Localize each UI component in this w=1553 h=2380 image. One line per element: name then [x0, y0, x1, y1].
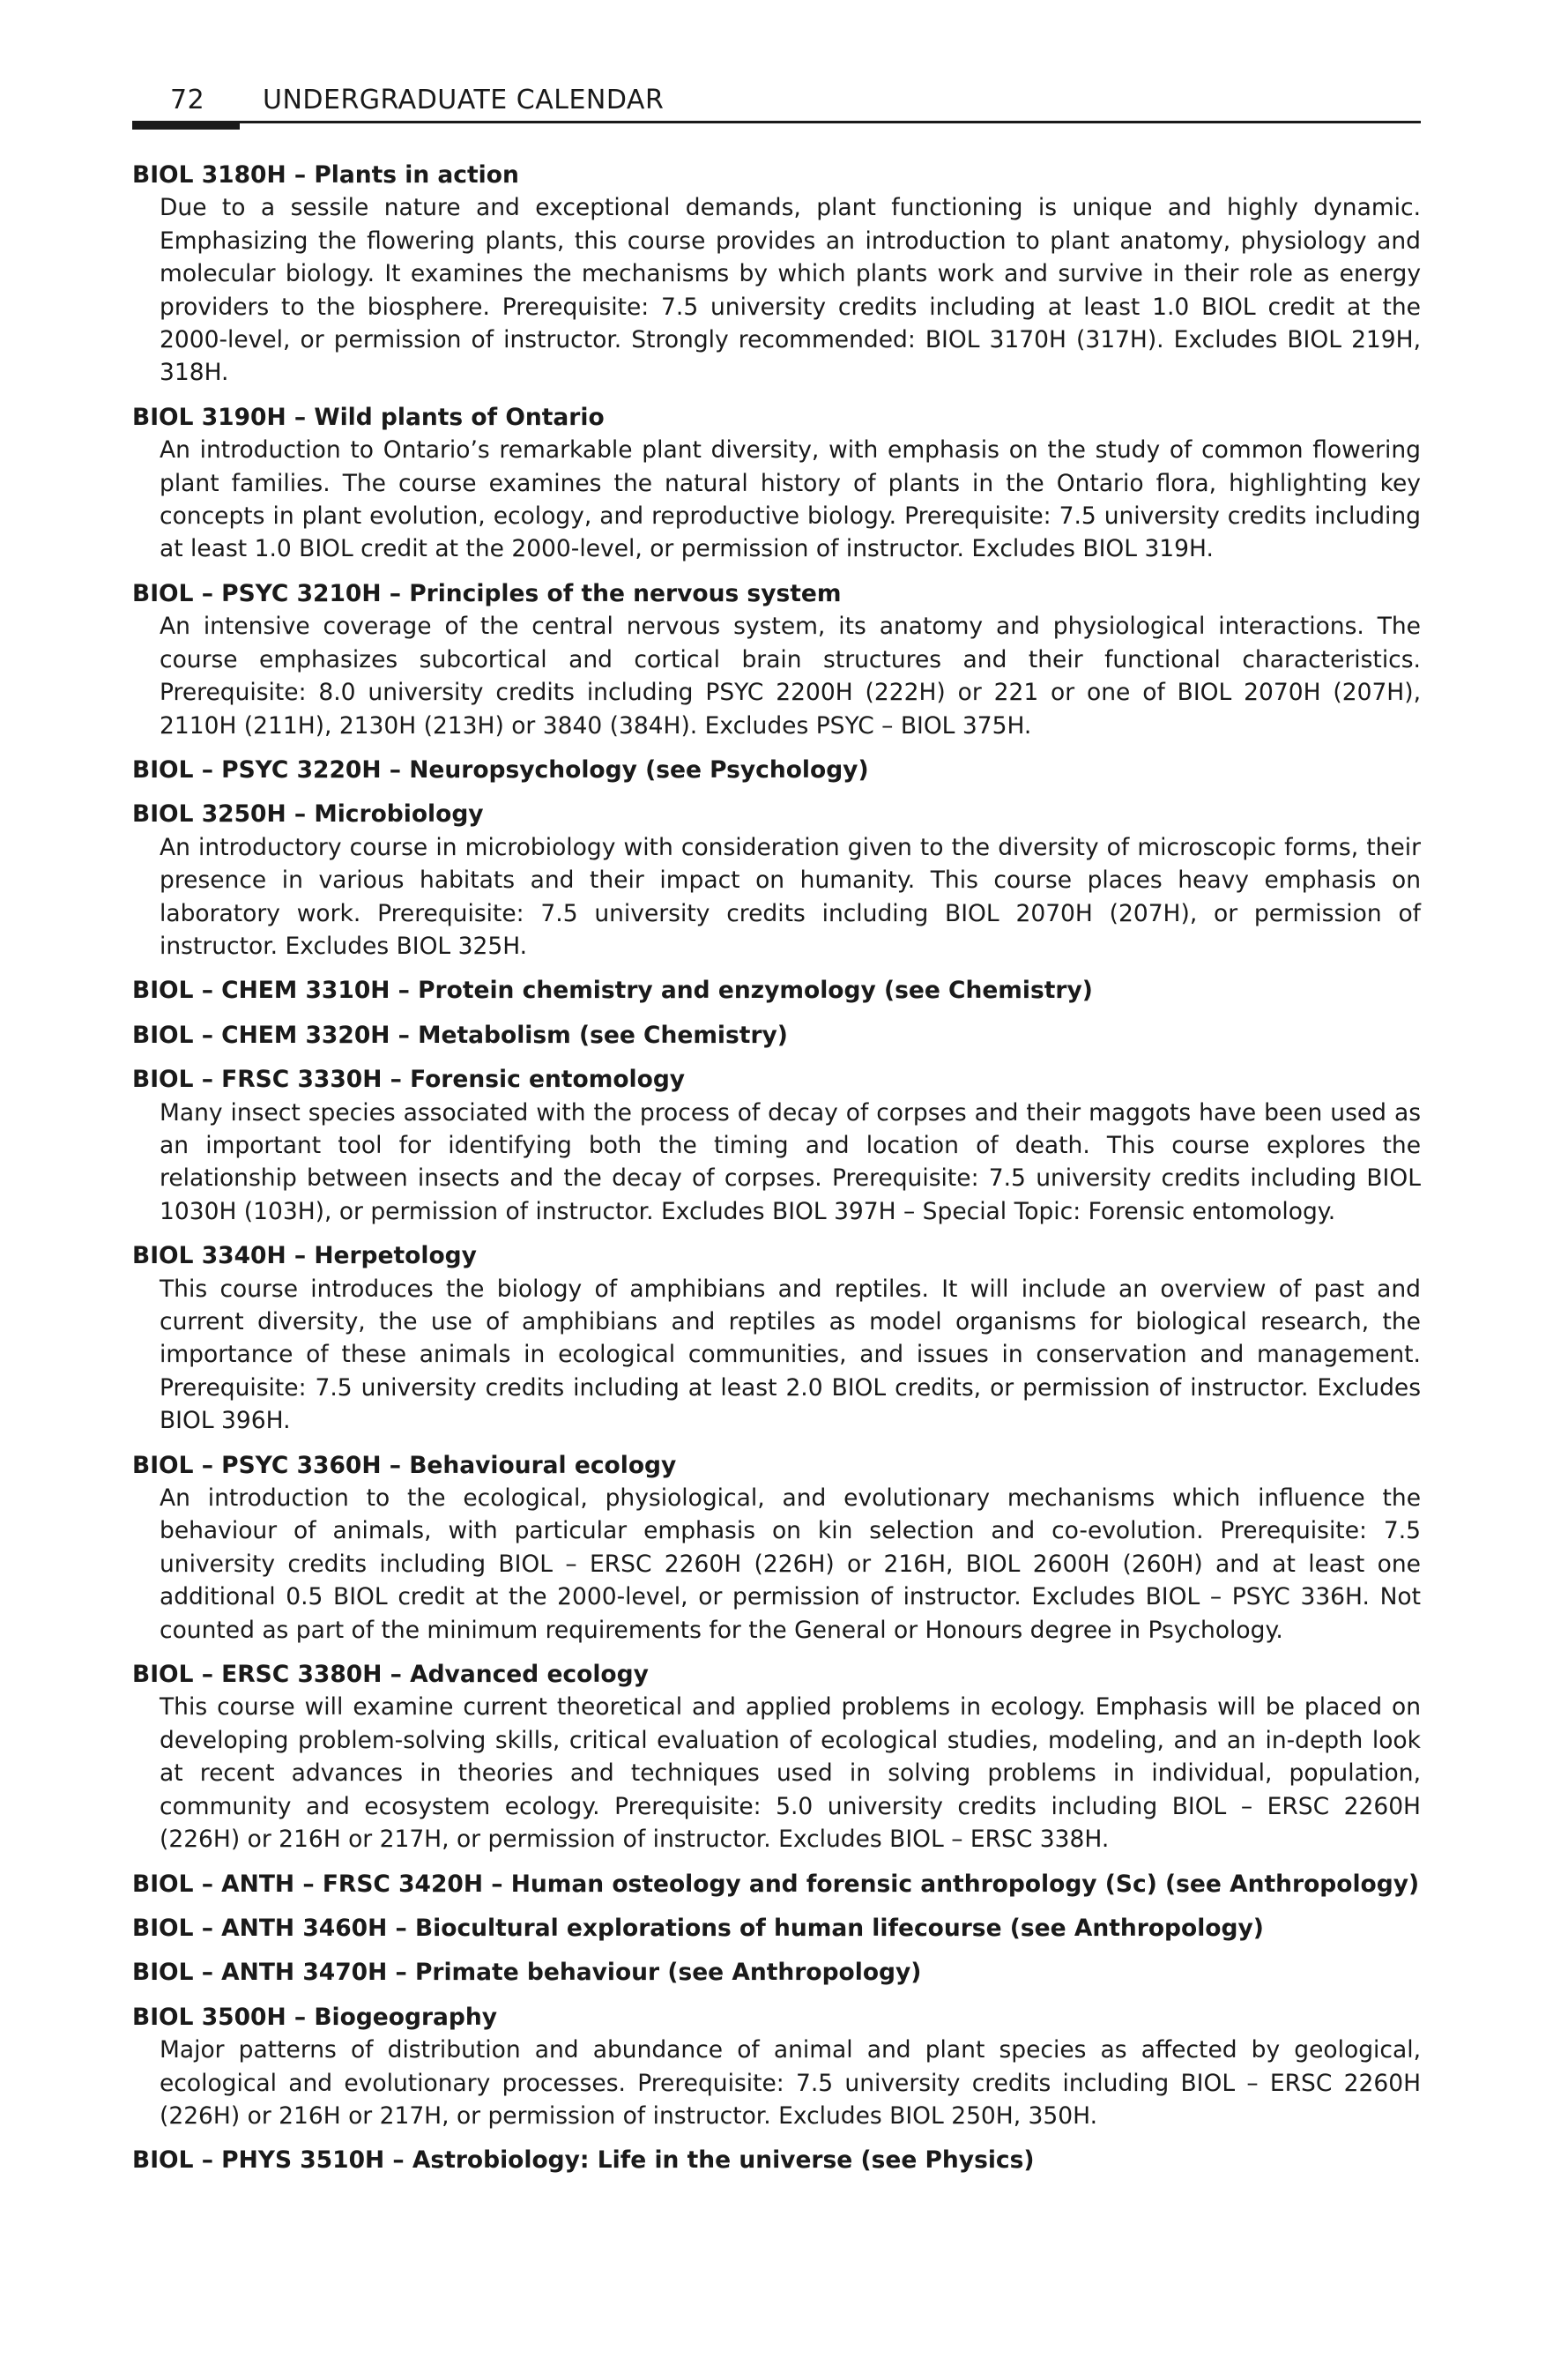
course-description: Many insect species associated with the process of decay of corpses and their maggots have been used as an important tool for identifying both the timing and location of death. This course explores the relationship between insects and the decay of corpses. Prerequisite: 7.5 university credits including BIOL 1030H (103H), or permission of instructor. Excludes BIOL 397H – Special Topic: Forensic entomology.	[160, 1098, 1421, 1225]
course-entry	[132, 1868, 1421, 1900]
course-entry	[132, 1658, 1421, 1856]
course-description: An introduction to the ecological, physiological, and evolutionary mechanisms which influence the behaviour of animals, with particular emphasis on kin selection and co-evolution. Prerequisite: 7.5 university credits including BIOL – ERSC 2260H (226H) or 216H, BIOL 2600H (260H) and at least one additional 0.5 BIOL credit at the 2000-level, or permission of instructor. Excludes BIOL – PSYC 336H. Not counted as part of the minimum requirements for the General or Honours degree in Psychology.	[160, 1484, 1421, 1644]
course-title: BIOL 3250H – Microbiology	[132, 800, 484, 829]
course-entry	[132, 1449, 1421, 1647]
course-entry	[132, 401, 1421, 566]
course-title: BIOL 3500H – Biogeography	[132, 2003, 497, 2031]
course-entry	[132, 754, 1421, 786]
course-description: An intensive coverage of the central nervous system, its anatomy and physiological interactions. The course emphasizes subcortical and cortical brain structures and their functional characteristics. Prerequisite: 8.0 university credits including PSYC 2200H (222H) or 221 or one of BIOL 2070H (207H), 2110H (211H), 2130H (213H) or 3840 (384H). Excludes PSYC – BIOL 375H.	[160, 613, 1421, 740]
header-rule	[132, 121, 1421, 123]
course-entry	[132, 1239, 1421, 1437]
course-entry	[132, 577, 1421, 742]
header-tab	[132, 121, 240, 130]
course-list	[132, 159, 1421, 2189]
course-entry	[132, 2001, 1421, 2133]
course-description: An introductory course in microbiology with consideration given to the diversity of microscopic forms, their presence in various habitats and their impact on humanity. This course places heavy emphasis on laboratory work. Prerequisite: 7.5 university credits including BIOL 2070H (207H), or permission of instructor. Excludes BIOL 325H.	[160, 833, 1421, 960]
course-title: BIOL – ANTH 3460H – Biocultural explorations of human lifecourse (see Anthropology)	[132, 1914, 1264, 1942]
course-description: Major patterns of distribution and abundance of animal and plant species as affected by geological, ecological and evolutionary processes. Prerequisite: 7.5 university credits including BIOL – ERSC 2260H (226H) or 216H or 217H, or permission of instructor. Excludes BIOL 250H, 350H.	[160, 2036, 1421, 2130]
course-entry	[132, 1956, 1421, 1989]
course-title: BIOL – FRSC 3330H – Forensic entomology	[132, 1066, 686, 1094]
course-description: This course introduces the biology of amphibians and reptiles. It will include an overview of past and current diversity, the use of amphibians and reptiles as model organisms for biological research, the importance of these animals in ecological communities, and issues in conservation and management. Prerequisite: 7.5 university credits including at least 2.0 BIOL credits, or permission of instructor. Excludes BIOL 396H.	[160, 1275, 1421, 1435]
course-title: BIOL – ANTH – FRSC 3420H – Human osteology and forensic anthropology (Sc) (see Anthropology)	[132, 1870, 1420, 1898]
course-title: BIOL 3190H – Wild plants of Ontario	[132, 403, 605, 431]
course-description: An introduction to Ontario’s remarkable plant diversity, with emphasis on the study of common flowering plant families. The course examines the natural history of plants in the Ontario flora, highlighting key concepts in plant evolution, ecology, and reproductive biology. Prerequisite: 7.5 university credits including at least 1.0 BIOL credit at the 2000-level, or permission of instructor. Excludes BIOL 319H.	[160, 436, 1421, 563]
course-title: BIOL – PSYC 3210H – Principles of the nervous system	[132, 579, 842, 607]
course-title: BIOL – PSYC 3220H – Neuropsychology (see Psychology)	[132, 755, 869, 784]
course-entry	[132, 2144, 1421, 2176]
course-description: Due to a sessile nature and exceptional demands, plant functioning is unique and highly dynamic. Emphasizing the flowering plants, this course provides an introduction to plant anatomy, physiology and molecular biology. It examines the mechanisms by which plants work and survive in their role as energy providers to the biosphere. Prerequisite: 7.5 university credits including at least 1.0 BIOL credit at the 2000-level, or permission of instructor. Strongly recommended: BIOL 3170H (317H). Excludes BIOL 219H, 318H.	[160, 194, 1421, 387]
course-title: BIOL – PSYC 3360H – Behavioural ecology	[132, 1451, 677, 1479]
course-entry	[132, 1063, 1421, 1228]
course-entry	[132, 974, 1421, 1007]
course-title: BIOL – ERSC 3380H – Advanced ecology	[132, 1661, 649, 1689]
course-description: This course will examine current theoretical and applied problems in ecology. Emphasis will be placed on developing problem-solving skills, critical evaluation of ecological studies, modeling, and an in-depth look at recent advances in theories and techniques used in solving problems in individual, population, community and ecosystem ecology. Prerequisite: 5.0 university credits including BIOL – ERSC 2260H (226H) or 216H or 217H, or permission of instructor. Excludes BIOL – ERSC 338H.	[160, 1693, 1421, 1854]
course-title: BIOL – PHYS 3510H – Astrobiology: Life in the universe (see Physics)	[132, 2146, 1035, 2175]
course-entry	[132, 1019, 1421, 1052]
course-title: BIOL – CHEM 3310H – Protein chemistry and enzymology (see Chemistry)	[132, 977, 1093, 1005]
course-entry	[132, 1912, 1421, 1945]
page-number: 72	[170, 85, 205, 115]
page-header	[132, 81, 1421, 127]
course-entry	[132, 159, 1421, 390]
course-entry	[132, 798, 1421, 963]
running-title: UNDERGRADUATE CALENDAR	[263, 85, 665, 115]
course-title: BIOL – CHEM 3320H – Metabolism (see Chemistry)	[132, 1021, 788, 1049]
course-title: BIOL – ANTH 3470H – Primate behaviour (see Anthropology)	[132, 1959, 922, 1987]
course-title: BIOL 3340H – Herpetology	[132, 1242, 477, 1270]
course-title: BIOL 3180H – Plants in action	[132, 161, 519, 189]
